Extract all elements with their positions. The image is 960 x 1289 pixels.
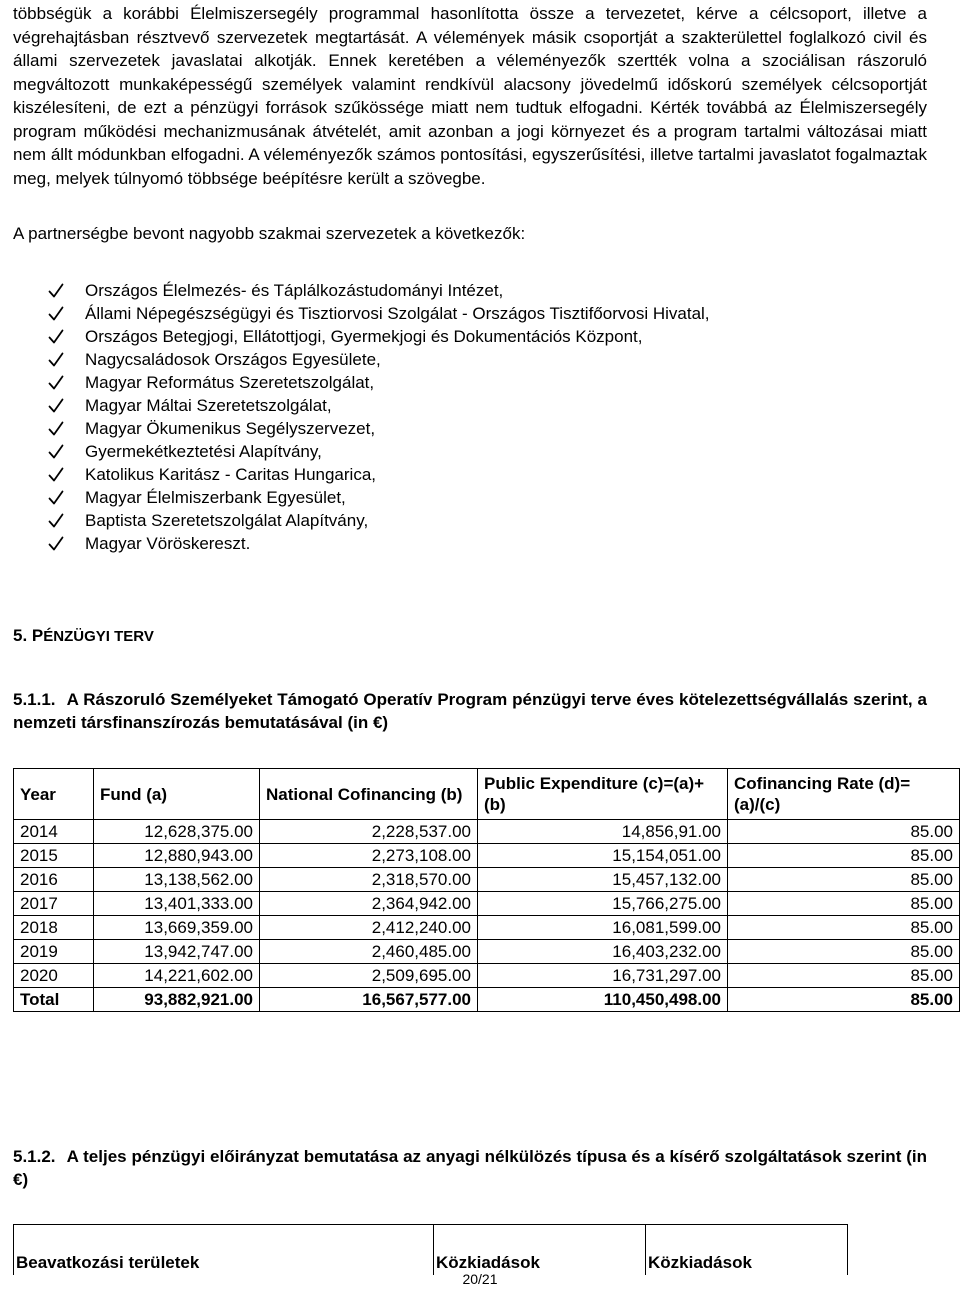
- list-item-label: Országos Betegjogi, Ellátottjogi, Gyermekjogi és Dokumentációs Központ,: [85, 327, 643, 346]
- table-cell: 15,154,051.00: [478, 844, 728, 868]
- column-header: Fund (a): [94, 769, 260, 820]
- subsection-number: 5.1.1.: [13, 690, 56, 709]
- subsection-heading-5-1-1: [13, 688, 927, 734]
- checkmark-icon: [48, 467, 85, 483]
- subsection-heading-5-1-2: [13, 1145, 927, 1191]
- table-body: [14, 820, 960, 1012]
- list-item-label: Gyermekétkeztetési Alapítvány,: [85, 442, 322, 461]
- table-cell: 15,457,132.00: [478, 868, 728, 892]
- checkmark-icon: [48, 352, 85, 368]
- table-cell: 2,412,240.00: [260, 916, 478, 940]
- column-header: Közkiadások: [434, 1225, 646, 1276]
- financial-plan-table: [13, 768, 960, 1012]
- table-cell: 85.00: [728, 868, 960, 892]
- table-cell: 85.00: [728, 916, 960, 940]
- section-title-initial: P: [31, 626, 44, 645]
- checkmark-icon: [48, 398, 85, 414]
- intro-sentence: A vélemények másik csoportját a szakterülettel foglalkozó civil és állami szervezetek javaslatai alkotják.: [13, 27, 927, 70]
- table-cell: 2,364,942.00: [260, 892, 478, 916]
- list-item-label: Baptista Szeretetszolgálat Alapítvány,: [85, 511, 369, 530]
- list-item: [48, 279, 710, 302]
- table-cell: 2,509,695.00: [260, 964, 478, 988]
- table-cell: 16,403,232.00: [478, 940, 728, 964]
- column-header: Közkiadások: [646, 1225, 848, 1276]
- list-item: [48, 509, 710, 532]
- table-total-row: [14, 988, 960, 1012]
- table-cell: 2015: [14, 844, 94, 868]
- table-cell: 2020: [14, 964, 94, 988]
- checkmark-icon: [48, 421, 85, 437]
- page-number: 20/21: [462, 1271, 498, 1287]
- list-item: [48, 394, 710, 417]
- table-cell: 13,669,359.00: [94, 916, 260, 940]
- table-row: [14, 868, 960, 892]
- table-header-row: [14, 1225, 848, 1276]
- checkmark-icon: [48, 375, 85, 391]
- table-cell: 2017: [14, 892, 94, 916]
- list-item: [48, 348, 710, 371]
- table-cell: 14,856,91.00: [478, 820, 728, 844]
- subsection-number: 5.1.2.: [13, 1147, 56, 1166]
- section-title: [13, 624, 154, 648]
- table-cell: 2019: [14, 940, 94, 964]
- list-item: [48, 440, 710, 463]
- table-row: [14, 844, 960, 868]
- list-item-label: Országos Élelmezés- és Táplálkozástudományi Intézet,: [85, 281, 504, 300]
- table-cell: 16,567,577.00: [260, 988, 478, 1012]
- table-cell: 93,882,921.00: [94, 988, 260, 1012]
- table-cell: Total: [14, 988, 94, 1012]
- list-item-label: Magyar Máltai Szeretetszolgálat,: [85, 396, 332, 415]
- intro-sentence: Ennek keretében a véleményezők szertték volna a szociálisan rászoruló megváltozott munkaképességű személyek valamint rendkívül alacsony jövedelmű időskorú személyek célcsoportját kiszélesíteni, de ezt a pénzügyi források szűkössége miatt nem tudtuk elfogadni.: [13, 51, 928, 117]
- table-cell: 13,401,333.00: [94, 892, 260, 916]
- column-header: National Cofinancing (b): [260, 769, 478, 820]
- table-cell: 16,731,297.00: [478, 964, 728, 988]
- list-item-label: Magyar Élelmiszerbank Egyesület,: [85, 488, 346, 507]
- table-cell: 14,221,602.00: [94, 964, 260, 988]
- table-cell: 2018: [14, 916, 94, 940]
- checkmark-icon: [48, 490, 85, 506]
- intervention-table: [13, 1224, 848, 1275]
- list-item: [48, 486, 710, 509]
- table-cell: 85.00: [728, 820, 960, 844]
- table-cell: 2,273,108.00: [260, 844, 478, 868]
- intro-sentence: A véleményezők számos pontosítási, egyszerűsítési, illetve tartalmi javaslatot fogalmaztak meg, melyek túlnyomó többsége beépítésre került a szövegbe.: [13, 145, 927, 188]
- table-cell: 85.00: [728, 988, 960, 1012]
- list-item: [48, 417, 710, 440]
- partners-heading: A partnerségbe bevont nagyobb szakmai szervezetek a következők:: [13, 224, 526, 243]
- table-cell: 13,942,747.00: [94, 940, 260, 964]
- table-cell: 2,318,570.00: [260, 868, 478, 892]
- table-cell: 16,081,599.00: [478, 916, 728, 940]
- list-item-label: Nagycsaládosok Országos Egyesülete,: [85, 350, 381, 369]
- list-item-label: Magyar Református Szeretetszolgálat,: [85, 373, 375, 392]
- intro-sentence: többségük a korábbi Élelmiszersegély programmal hasonlította össze a tervezetet, kérve a célcsoport, illetve a végrehajtásban résztvevő szervezetek megtartását.: [13, 4, 927, 47]
- table-cell: 85.00: [728, 892, 960, 916]
- intro-paragraph: [13, 2, 927, 190]
- table-row: [14, 964, 960, 988]
- table-row: [14, 892, 960, 916]
- table-cell: 15,766,275.00: [478, 892, 728, 916]
- checkmark-icon: [48, 283, 85, 299]
- checkmark-icon: [48, 536, 85, 552]
- list-item: [48, 532, 710, 555]
- subsection-title: A Rászoruló Személyeket Támogató Operatív Program pénzügyi terve éves kötelezettségvállalás szerint, a nemzeti társfinanszírozás bemutatásával (in €): [13, 690, 927, 732]
- checkmark-icon: [48, 444, 85, 460]
- table-cell: 2014: [14, 820, 94, 844]
- list-item-label: Magyar Vöröskereszt.: [85, 534, 251, 553]
- table-cell: 85.00: [728, 964, 960, 988]
- table-row: [14, 820, 960, 844]
- table-cell: 85.00: [728, 940, 960, 964]
- list-item: [48, 463, 710, 486]
- list-item-label: Magyar Ökumenikus Segélyszervezet,: [85, 419, 376, 438]
- table-cell: 2016: [14, 868, 94, 892]
- subsection-title: A teljes pénzügyi előirányzat bemutatása az anyagi nélkülözés típusa és a kísérő szolgáltatások szerint (in €): [13, 1147, 928, 1189]
- section-number: 5.: [13, 626, 28, 645]
- list-item-label: Katolikus Karitász - Caritas Hungarica,: [85, 465, 377, 484]
- table-row: [14, 916, 960, 940]
- partner-list: [48, 279, 710, 555]
- table-cell: 13,138,562.00: [94, 868, 260, 892]
- table-cell: 12,628,375.00: [94, 820, 260, 844]
- list-item: [48, 371, 710, 394]
- table-cell: 2,460,485.00: [260, 940, 478, 964]
- column-header: Beavatkozási területek: [14, 1225, 434, 1276]
- column-header: Year: [14, 769, 94, 820]
- table-cell: 2,228,537.00: [260, 820, 478, 844]
- column-header: Public Expenditure (c)=(a)+(b): [478, 769, 728, 820]
- section-title-rest: ÉNZÜGYI TERV: [43, 628, 154, 645]
- list-item: [48, 325, 710, 348]
- table-cell: 110,450,498.00: [478, 988, 728, 1012]
- checkmark-icon: [48, 513, 85, 529]
- checkmark-icon: [48, 329, 85, 345]
- table-cell: 12,880,943.00: [94, 844, 260, 868]
- checkmark-icon: [48, 306, 85, 322]
- intro-sentence: Kérték továbbá az Élelmiszersegély program működési mechanizmusának átvételét, amit azonban a jogi környezet és a program tartalmi változásai miatt nem állt módunkban elfogadni.: [13, 98, 927, 164]
- table-cell: 85.00: [728, 844, 960, 868]
- table-row: [14, 940, 960, 964]
- column-header: Cofinancing Rate (d)=(a)/(c): [728, 769, 960, 820]
- table-header-row: [14, 769, 960, 820]
- list-item: [48, 302, 710, 325]
- list-item-label: Állami Népegészségügyi és Tisztiorvosi Szolgálat - Országos Tisztifőorvosi Hivatal,: [85, 304, 710, 323]
